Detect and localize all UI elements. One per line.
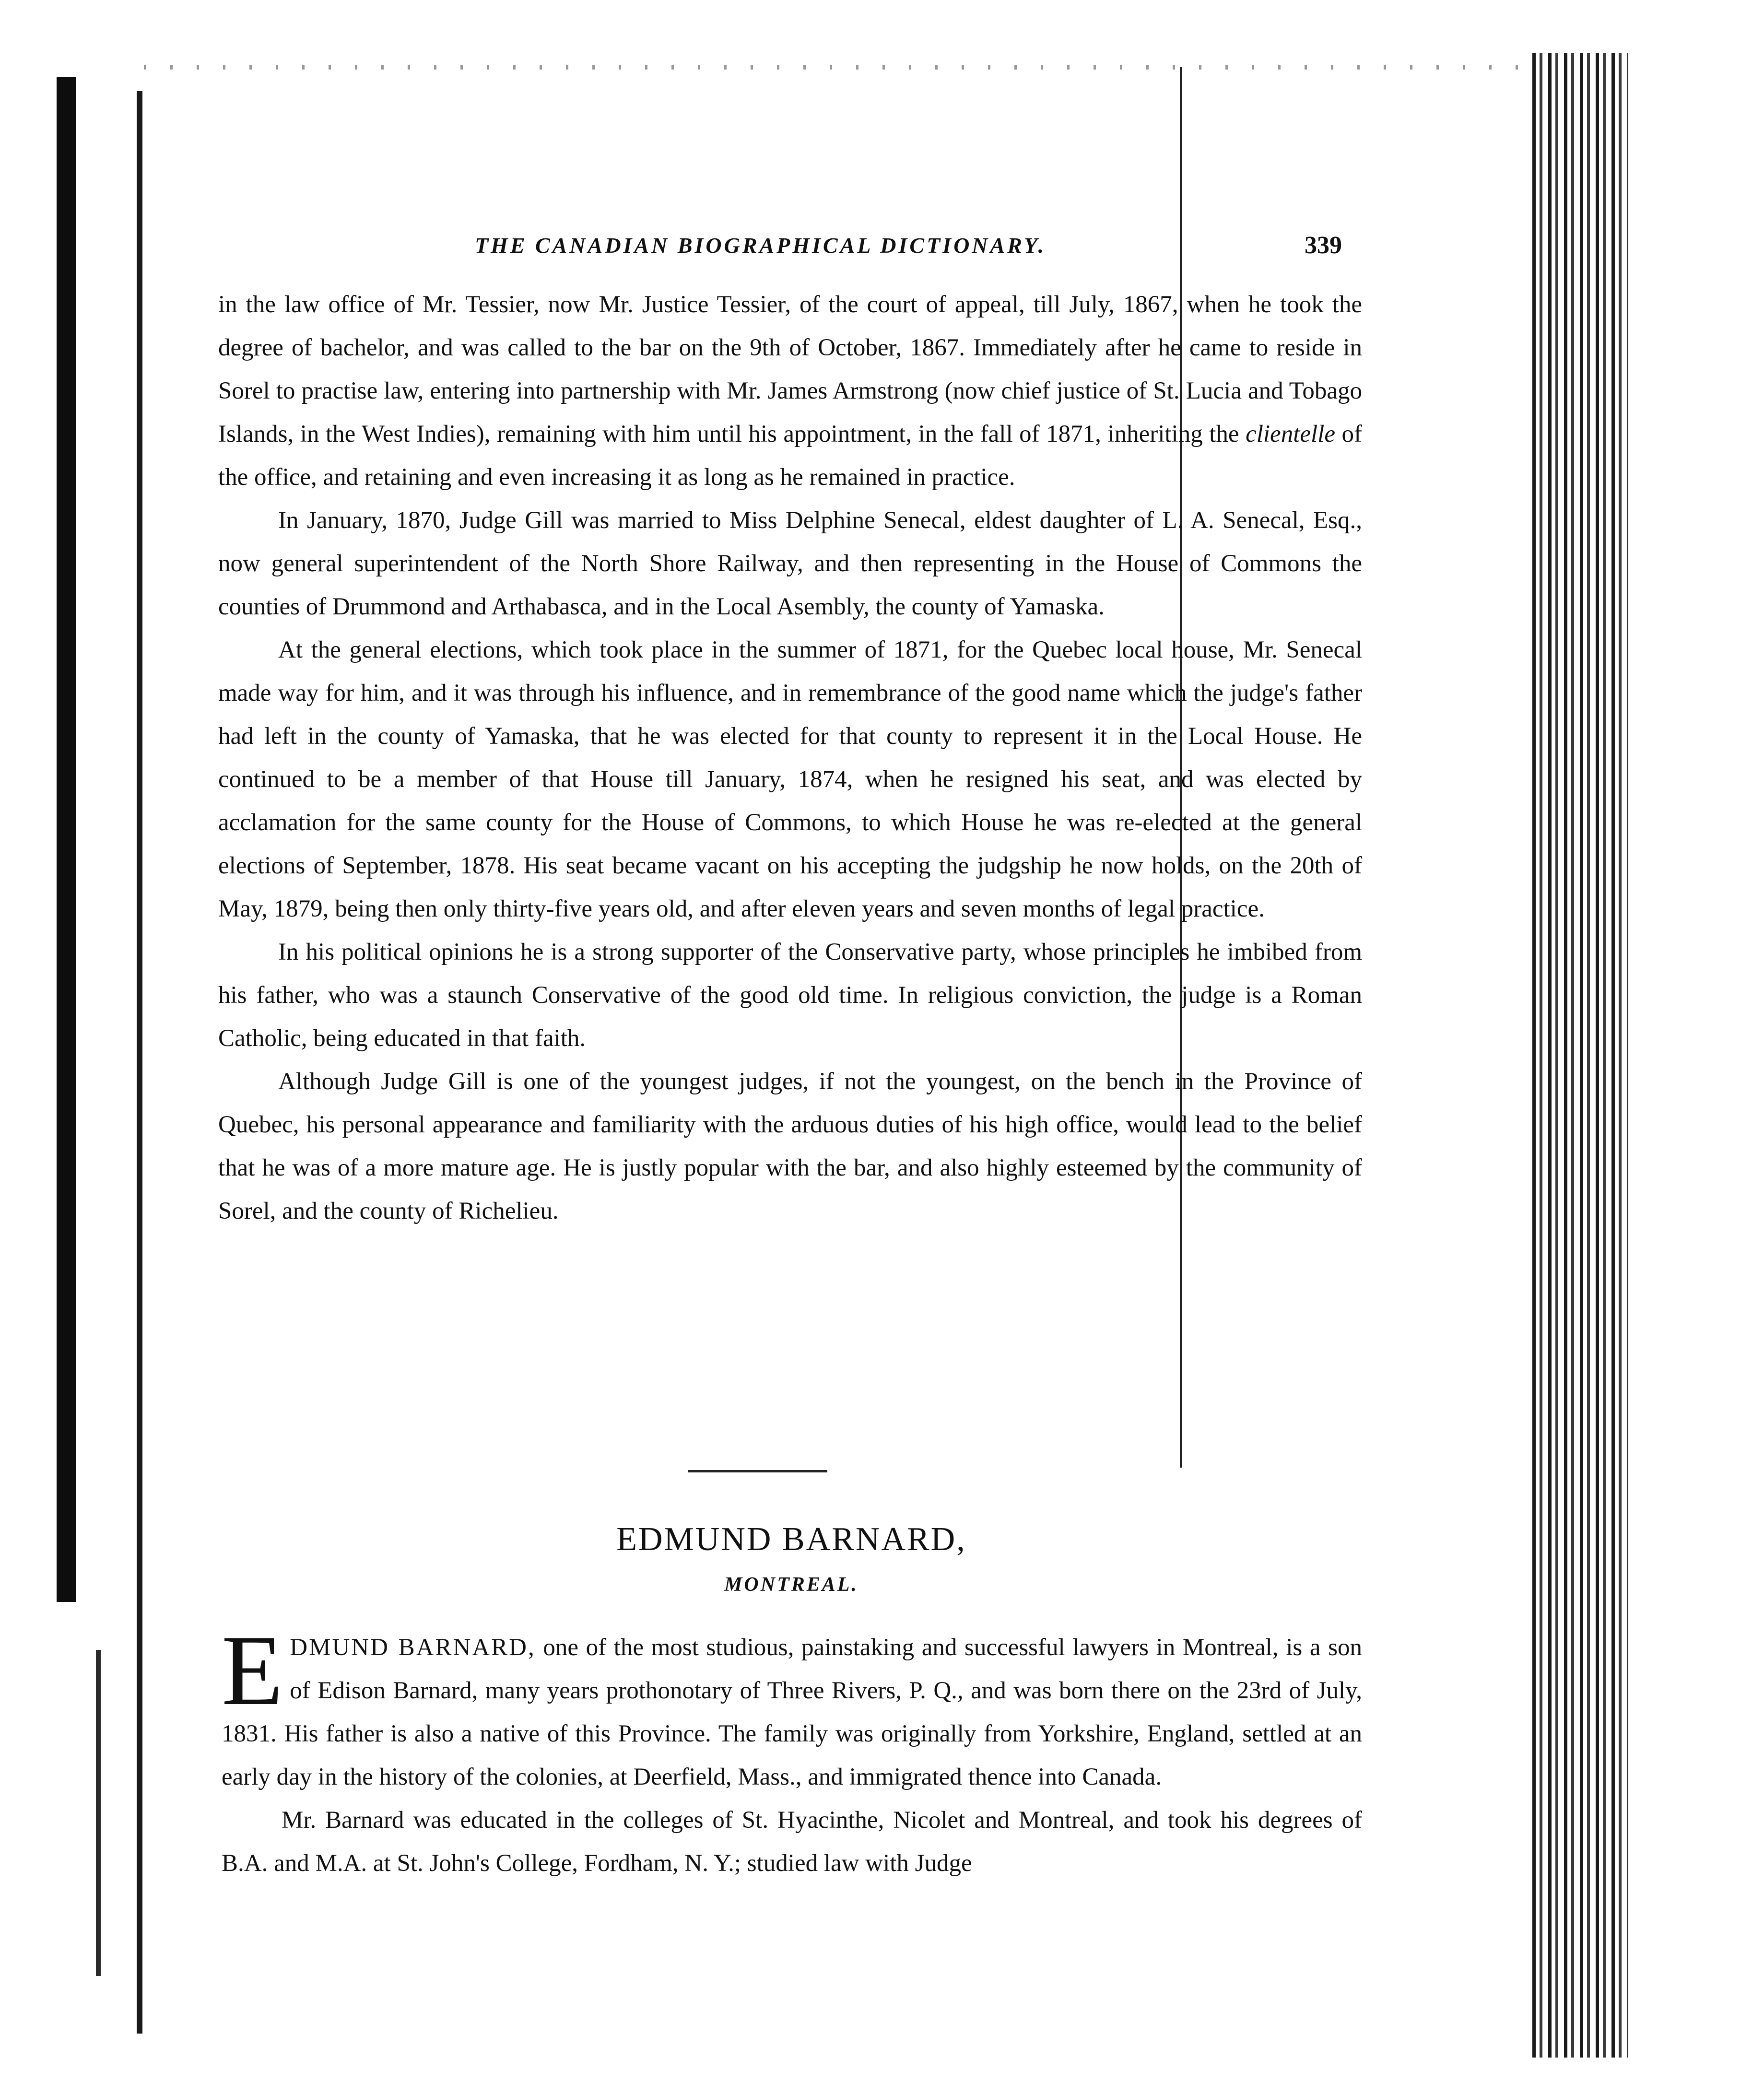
italic-word: clientelle <box>1246 421 1335 447</box>
paragraph: Although Judge Gill is one of the youngest judges, if not the youngest, on the bench in the Province of Quebec, his personal appearance and familiarity with the arduous duties of his high office, would lead to the belief that he was of a more mature age. He is justly popular with the bar, and also highly esteemed by the community of Sorel, and the county of Richelieu. <box>218 1068 1362 1224</box>
paragraph: In his political opinions he is a strong supporter of the Conservative party, whose principles he imbibed from his father, who was a staunch Conservative of the good old time. In religious conviction, the judge is a Roman Catholic, being educated in that faith. <box>218 939 1362 1052</box>
running-head: THE CANADIAN BIOGRAPHICAL DICTIONARY. <box>475 233 1047 258</box>
paragraph <box>218 283 1362 499</box>
scan-margin-strip <box>96 1650 101 1976</box>
page-number: 339 <box>1305 232 1342 259</box>
scan-right-margin <box>1628 0 1764 2082</box>
paragraph <box>222 1615 1362 1799</box>
scan-margin-line <box>137 91 142 2034</box>
paragraph: At the general elections, which took place in the summer of 1871, for the Quebec local house, Mr. Senecal made way for him, and it was through his influence, and in remembrance of the good name which the judge's father had left in the county of Yamaska, that he was elected for that county to represent it in the Local House. He continued to be a member of that House till January, 1874, when he resigned his seat, and was elected by acclamation for the same county for the House of Commons, to which House he was re-elected at the general elections of September, 1878. His seat became vacant on his accepting the judgship he now holds, on the 20th of May, 1879, being then only thirty-five years old, and after eleven years and seven months of legal practice. <box>218 636 1362 922</box>
body-text <box>218 283 1362 1233</box>
entry-title: EDMUND BARNARD, <box>616 1521 966 1558</box>
paragraph-text: one of the most studious, painstaking and successful lawyers in Montreal, is a son of Edison Barnard, many years prothonotary of Three Rivers, P. Q., and was born there on the 23rd of July, 1831. His father is also a native of this Province. The family was originally from Yorkshire, England, settled at an early day in the history of the colonies, at Deerfield, Mass., and immigrated thence into Canada. <box>222 1634 1362 1790</box>
scan-noise-top <box>144 65 1530 70</box>
paragraph: Mr. Barnard was educated in the colleges of St. Hyacinthe, Nicolet and Montreal, and took his degrees of B.A. and M.A. at St. John's College, Fordham, N. Y.; studied law with Judge <box>222 1807 1362 1877</box>
name-caps: DMUND BARNARD, <box>290 1634 536 1661</box>
scan-binding-shadow <box>57 77 76 1602</box>
drop-cap: E <box>222 1615 283 1726</box>
entry-place: MONTREAL. <box>724 1574 858 1596</box>
scan-page-edge <box>1532 53 1628 2058</box>
paragraph: In January, 1870, Judge Gill was married to Miss Delphine Senecal, eldest daughter of L. A. Senecal, Esq., now general superintendent of the North Shore Railway, and then representing in the House of Commons the counties of Drummond and Arthabasca, and in the Local Asembly, the county of Yamaska. <box>218 507 1362 620</box>
section-separator <box>688 1470 827 1472</box>
paragraph-text: in the law office of Mr. Tessier, now Mr. Justice Tessier, of the court of appeal, till July, 1867, when he took the degree of bachelor, and was called to the bar on the 9th of October, 1867. Immediately after he came to reside in Sorel to practise law, entering into partnership with Mr. James Armstrong (now chief justice of St. Lucia and Tobago Islands, in the West Indies), remaining with him until his appointment, in the fall of 1871, inheriting the <box>218 291 1362 447</box>
entry-text <box>222 1615 1362 1885</box>
paragraph-text: of the office, and retaining and even increasing it as long as he remained in practice. <box>218 421 1362 491</box>
